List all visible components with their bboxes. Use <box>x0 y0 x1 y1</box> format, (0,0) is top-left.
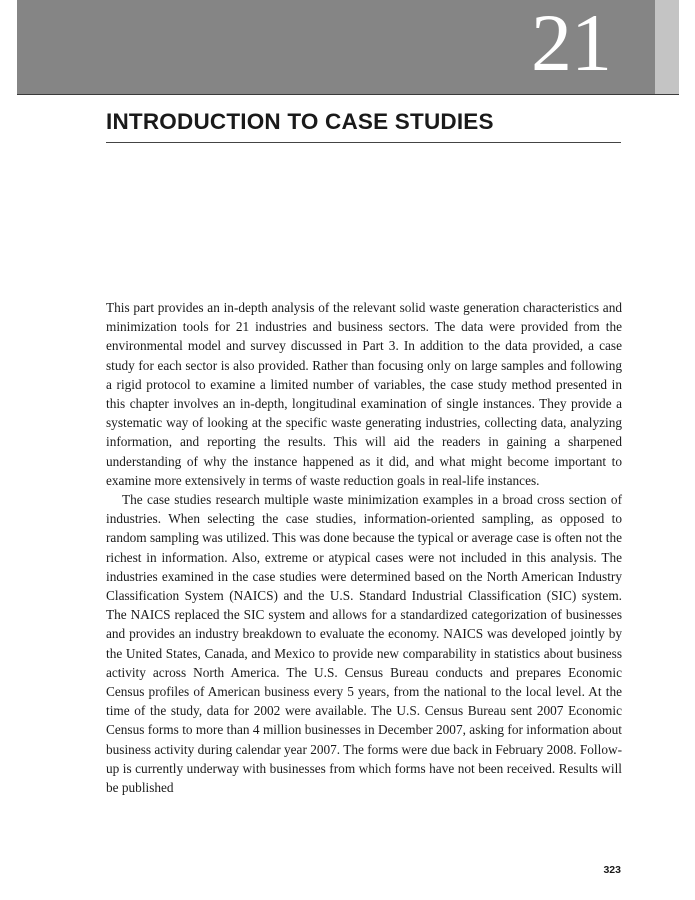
chapter-header-band-edge <box>655 0 679 94</box>
paragraph: The case studies research multiple waste minimization examples in a broad cross section of industries. When selecting the case studies, information-oriented sampling, as opposed to random sampling was utilized. This was done because the typical or average case is often not the richest in information. Also, extreme or atypical cases were not included in this analysis. The industries examined in the case studies were determined based on the North American Industry Classification System (NAICS) and the U.S. Standard Industrial Classification (SIC) system. The NAICS replaced the SIC system and allows for a standardized categorization of businesses and provides an industry breakdown to evaluate the economy. NAICS was developed jointly by the United States, Canada, and Mexico to provide new comparability in statistics about business activity across North America. The U.S. Census Bureau conducts and prepares Economic Census profiles of American business every 5 years, from the national to the local level. At the time of the study, data for 2002 were available. The U.S. Census Bureau sent 2007 Economic Census forms to more than 4 million businesses in December 2007, asking for information about business activity during calendar year 2007. The forms were due back in February 2008. Follow-up is currently underway with businesses from which forms have not been received. Results will be published <box>106 492 622 796</box>
title-divider <box>106 142 621 143</box>
chapter-header-baseline <box>17 94 679 95</box>
chapter-number: 21 <box>531 0 611 88</box>
paragraph: This part provides an in-depth analysis of the relevant solid waste generation characteristics and minimization tools for 21 industries and business sectors. The data were provided from the environmental model and survey discussed in Part 3. In addition to the data provided, a case study for each sector is also provided. Rather than focusing only on large samples and following a rigid protocol to examine a limited number of variables, the case study method presented in this chapter involves an in-depth, longitudinal examination of single instances. They provide a systematic way of looking at the specific waste generating industries, collecting data, analyzing information, and reporting the results. This will aid the readers in gaining a sharpened understanding of why the instance happened as it did, and what might become important to examine more extensively in terms of waste reduction goals in real-life instances. <box>106 300 622 488</box>
page-number: 323 <box>603 864 621 876</box>
body-text <box>106 298 622 797</box>
chapter-title: INTRODUCTION TO CASE STUDIES <box>106 109 494 134</box>
